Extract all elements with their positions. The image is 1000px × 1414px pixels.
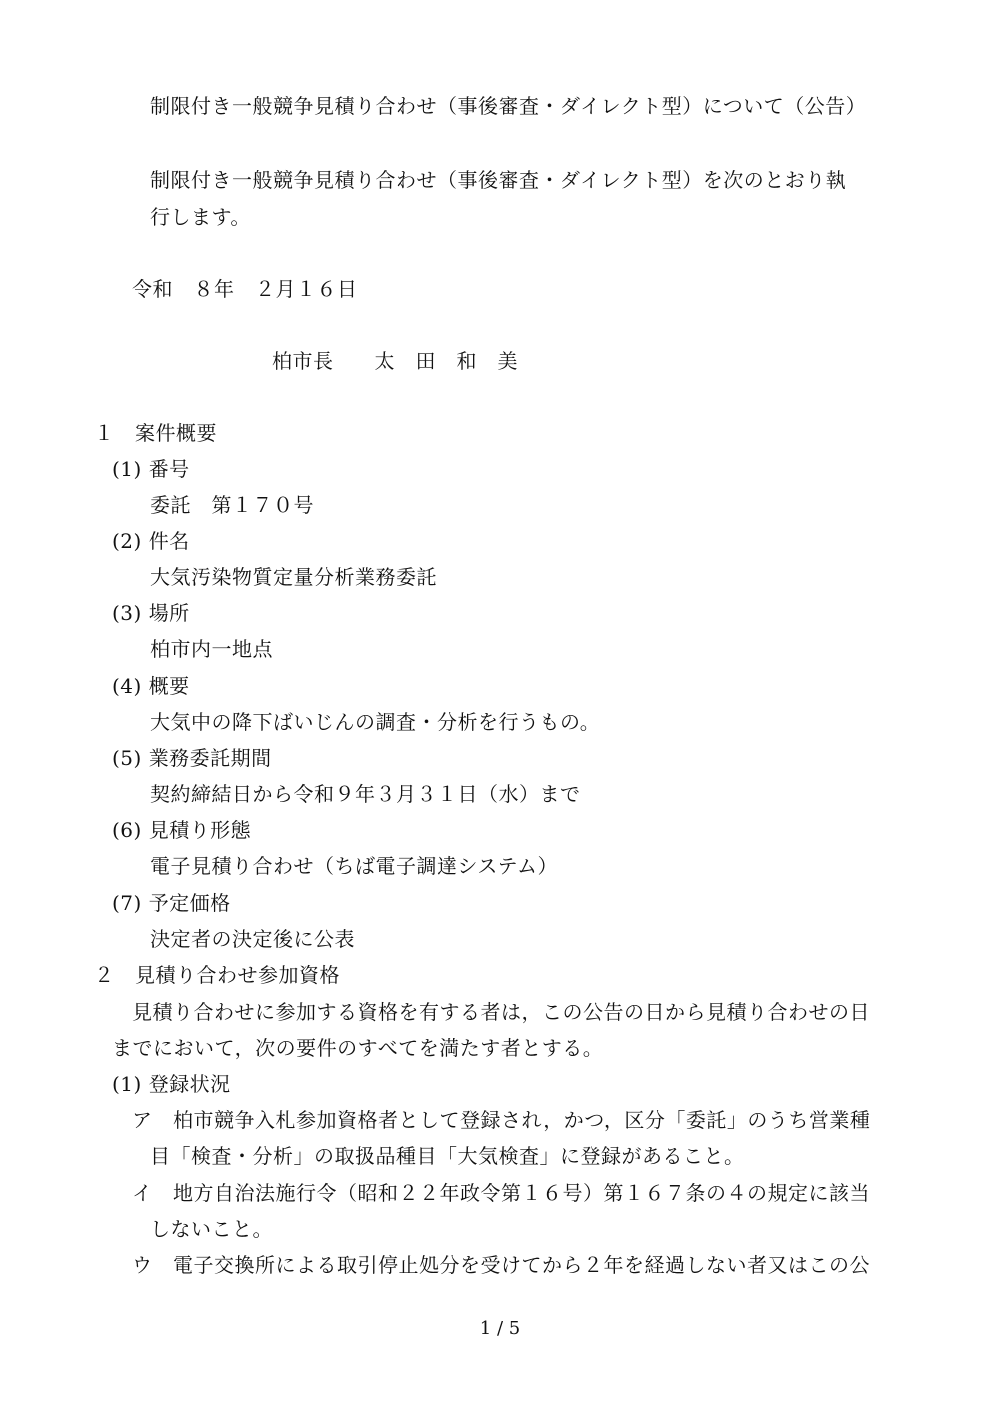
intro-line-1: 制限付き一般競争見積り合わせ（事後審査・ダイレクト型）を次のとおり執: [150, 168, 847, 192]
sub-label-registration: (1) 登録状況: [112, 1072, 231, 1096]
item-value-overview: 大気中の降下ばいじんの調査・分析を行うもの。: [150, 710, 601, 734]
item-value-location: 柏市内一地点: [150, 637, 273, 661]
section-2-heading: ２ 見積り合わせ参加資格: [94, 963, 340, 987]
item-i-line-2: しないこと。: [150, 1217, 273, 1241]
item-label-number: (1) 番号: [112, 457, 190, 481]
section-1-heading: １ 案件概要: [94, 421, 217, 445]
section-2-paragraph-line-2: までにおいて，次の要件のすべてを満たす者とする。: [112, 1036, 604, 1060]
item-u-line-1: ウ 電子交換所による取引停止処分を受けてから２年を経過しない者又はこの公: [132, 1253, 870, 1277]
item-label-quote-form: (6) 見積り形態: [112, 818, 252, 842]
item-value-subject: 大気汚染物質定量分析業務委託: [150, 565, 437, 589]
page-number: 1 / 5: [479, 1318, 521, 1339]
notice-date: 令和 ８年 ２月１６日: [132, 277, 358, 301]
section-2-paragraph-line-1: 見積り合わせに参加する資格を有する者は，この公告の日から見積り合わせの日: [132, 1000, 870, 1024]
signer-name: 柏市長 太 田 和 美: [272, 349, 518, 373]
item-i-line-1: イ 地方自治法施行令（昭和２２年政令第１６号）第１６７条の４の規定に該当: [132, 1181, 870, 1205]
item-label-location: (3) 場所: [112, 601, 190, 625]
item-a-line-1: ア 柏市競争入札参加資格者として登録され，かつ，区分「委託」のうち営業種: [132, 1108, 871, 1132]
item-value-period: 契約締結日から令和９年３月３１日（水）まで: [150, 782, 581, 806]
item-a-line-2: 目「検査・分析」の取扱品種目「大気検査」に登録があること。: [150, 1144, 745, 1168]
item-value-planned-price: 決定者の決定後に公表: [150, 927, 355, 951]
item-label-subject: (2) 件名: [112, 529, 190, 553]
item-label-planned-price: (7) 予定価格: [112, 891, 231, 915]
intro-line-2: 行します。: [150, 205, 251, 229]
notice-title: 制限付き一般競争見積り合わせ（事後審査・ダイレクト型）について（公告）: [150, 94, 867, 118]
item-label-overview: (4) 概要: [112, 674, 190, 698]
item-value-quote-form: 電子見積り合わせ（ちば電子調達システム）: [150, 854, 558, 878]
item-value-number: 委託 第１７０号: [150, 493, 314, 517]
item-label-period: (5) 業務委託期間: [112, 746, 272, 770]
